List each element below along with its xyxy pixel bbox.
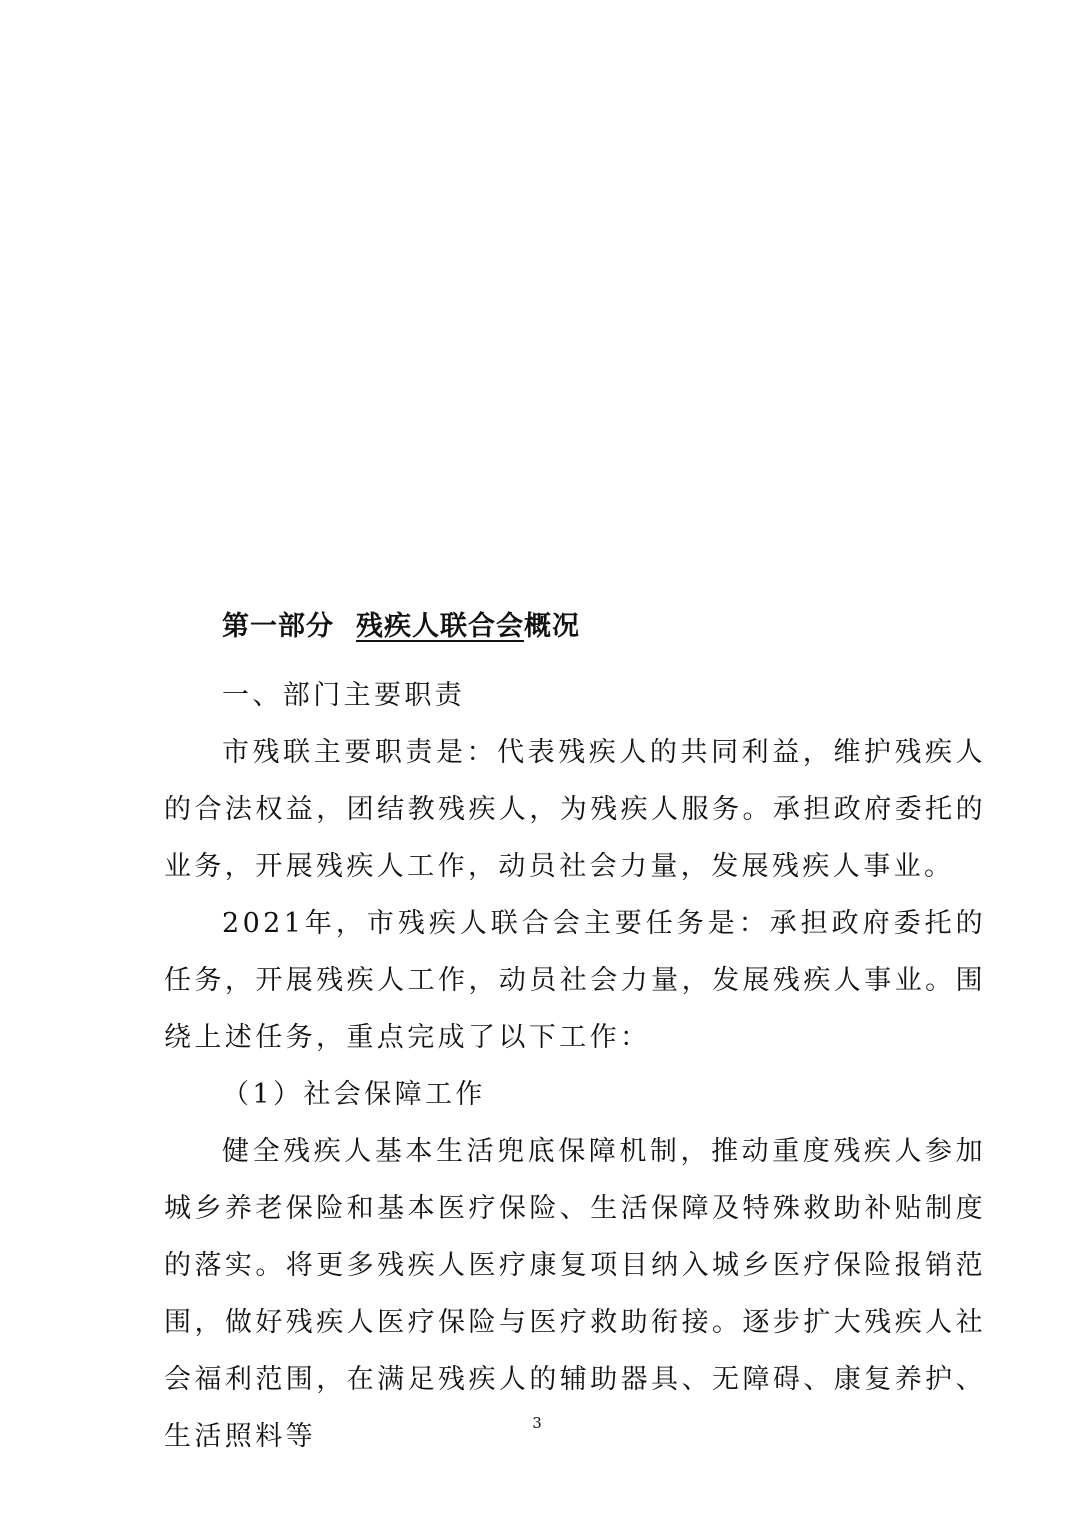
section-part-label: 第一部分 <box>222 611 334 642</box>
paragraph-social-security: 健全残疾人基本生活兜底保障机制，推动重度残疾人参加城乡养老保险和基本医疗保险、生活保障及特殊救助补贴制度的落实。将更多残疾人医疗康复项目纳入城乡医疗保险报销范围，做好残疾人医疗保险与医疗救助衔接。逐步扩大残疾人社会福利范围，在满足残疾人的辅助器具、无障碍、康复养护、生活照料等 <box>164 1136 986 1452</box>
page-number: 3 <box>532 1414 542 1432</box>
paragraph-2021-tasks: 2021年，市残疾人联合会主要任务是：承担政府委托的任务，开展残疾人工作，动员社会力量，发展残疾人事业。围绕上述任务，重点完成了以下工作： <box>164 908 986 1053</box>
heading-main-responsibilities: 一、部门主要职责 <box>222 680 466 711</box>
section-title <box>222 607 580 647</box>
section-name-underlined: 残疾人联合会 <box>356 611 524 642</box>
section-name-suffix: 概况 <box>524 611 580 642</box>
body-text <box>164 667 986 1465</box>
subheading-social-security: （1）社会保障工作 <box>222 1079 486 1110</box>
paragraph-responsibilities: 市残联主要职责是：代表残疾人的共同利益，维护残疾人的合法权益，团结教残疾人，为残疾人服务。承担政府委托的业务，开展残疾人工作，动员社会力量，发展残疾人事业。 <box>164 737 986 882</box>
